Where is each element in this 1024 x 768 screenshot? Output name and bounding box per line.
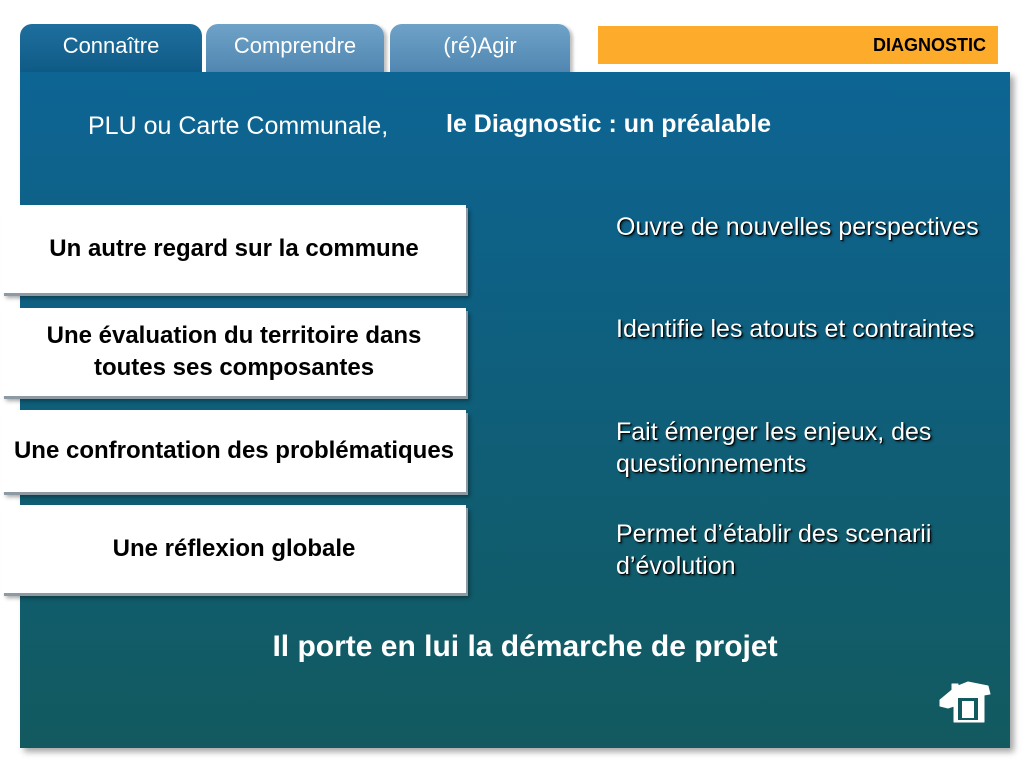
- card-label: Une évaluation du territoire dans toutes ses composantes: [46, 322, 422, 381]
- card-label: Une réflexion globale: [112, 535, 356, 562]
- card-confrontation: [2, 410, 466, 492]
- outcome-atouts: Identifie les atouts et contraintes: [616, 315, 975, 343]
- card-autre-regard: [2, 205, 466, 293]
- outcome-enjeux: Fait émerger les enjeux, des questionnements: [616, 418, 932, 478]
- home-button[interactable]: [934, 678, 994, 726]
- card-label: Un autre regard sur la commune: [49, 235, 419, 262]
- home-icon: [934, 678, 994, 726]
- tab-connaitre-label: Connaître: [62, 33, 160, 58]
- outcome-perspectives: Ouvre de nouvelles perspectives: [616, 213, 979, 241]
- card-reflexion: [2, 505, 466, 593]
- tab-reagir-label: (ré)Agir: [443, 33, 517, 58]
- page-subtitle: PLU ou Carte Communale,: [88, 112, 389, 140]
- footer-statement: Il porte en lui la démarche de projet: [272, 630, 778, 663]
- card-label: Une confrontation des problématiques: [13, 437, 455, 464]
- tab-connaitre[interactable]: [20, 24, 202, 74]
- card-evaluation: [2, 308, 466, 396]
- section-badge: [598, 26, 998, 64]
- outcome-scenarii: Permet d’établir des scenarii d’évolution: [616, 520, 932, 580]
- page-title: le Diagnostic : un préalable: [446, 110, 772, 138]
- tab-comprendre[interactable]: [206, 24, 384, 74]
- tab-comprendre-label: Comprendre: [233, 33, 357, 58]
- tab-reagir[interactable]: [390, 24, 570, 74]
- section-badge-label: DIAGNOSTIC: [872, 34, 986, 55]
